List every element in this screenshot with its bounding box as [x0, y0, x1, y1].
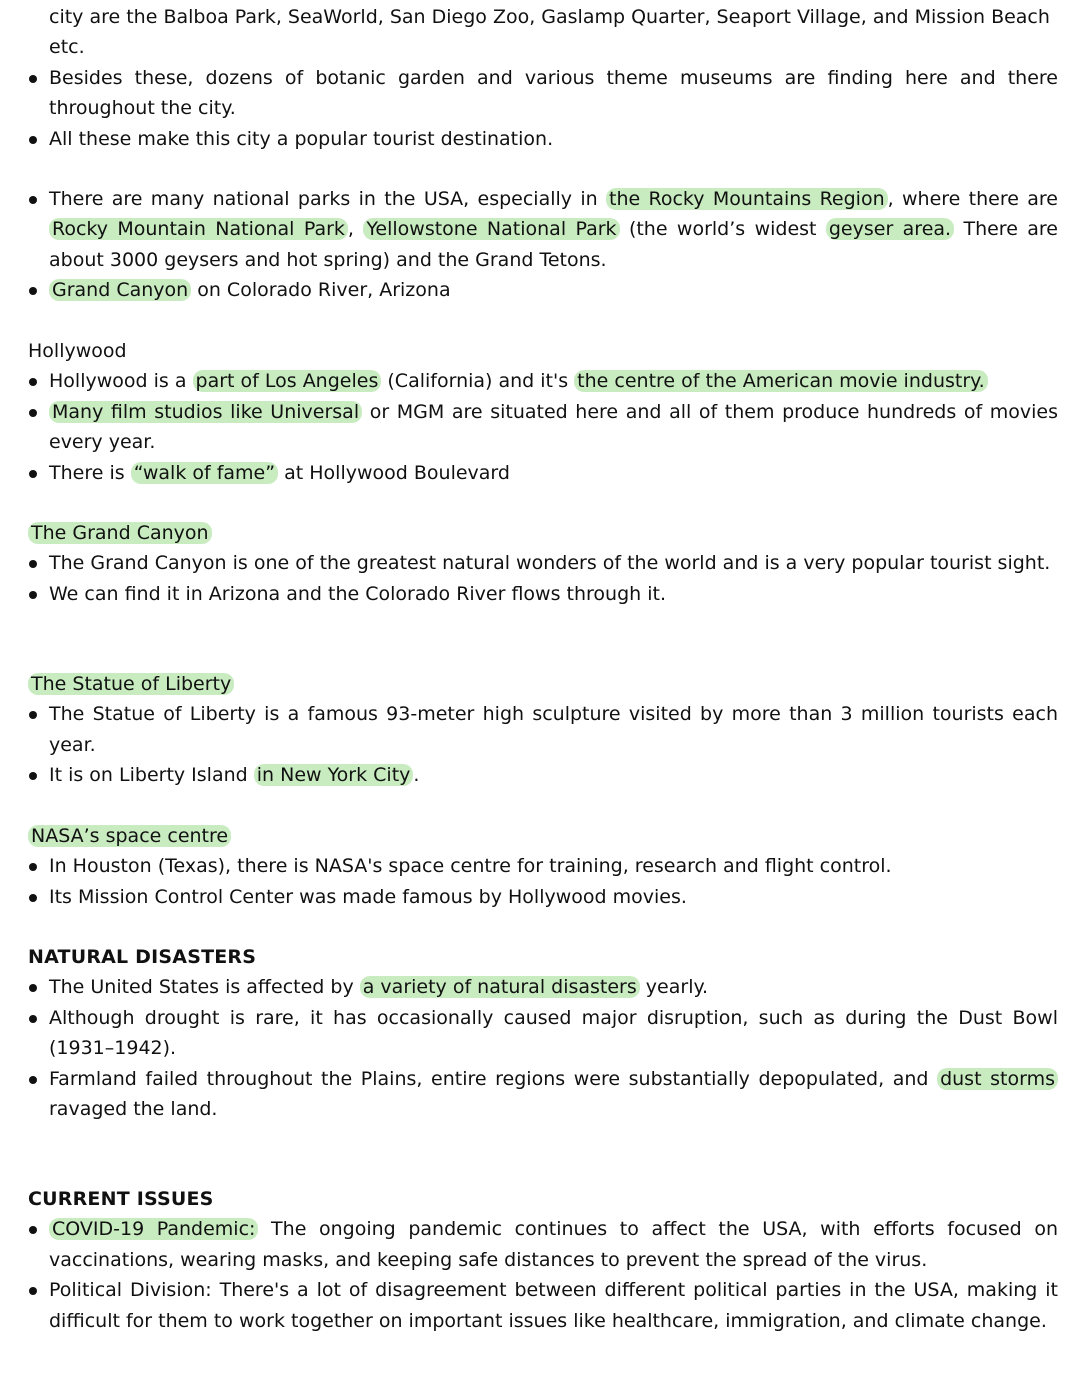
text-span: There is: [49, 461, 131, 484]
grand-canyon-heading: [28, 518, 1058, 548]
highlight-movie-industry: the centre of the American movie industry.: [574, 370, 988, 392]
hollywood-section: [28, 336, 1058, 488]
hollywood-bullets: [28, 366, 1058, 488]
list-item: [28, 1064, 1058, 1125]
list-item: [28, 972, 1058, 1002]
list-item: In Houston (Texas), there is NASA's space centre for training, research and flight control.: [28, 851, 1058, 881]
nasa-section: [28, 821, 1058, 912]
text-span: There are many national parks in the USA, especially in: [49, 188, 606, 210]
text-span: , where there are: [887, 188, 1058, 210]
disasters-bullets: [28, 972, 1058, 1124]
text-span: Hollywood is a: [49, 370, 193, 393]
highlight-walk-of-fame: “walk of fame”: [131, 462, 278, 484]
list-item: Political Division: There's a lot of disagreement between different political parties in the USA, making it difficult for them to work together on important issues like healthcare, immigration, and climate change.: [28, 1275, 1058, 1336]
text-span: There are about 3000 geysers and hot spring) and the Grand Tetons.: [49, 218, 1058, 271]
issues-section: [28, 1184, 1058, 1336]
text-span: .: [413, 764, 420, 787]
text-span: (California) and it's: [381, 370, 575, 393]
highlight-covid: COVID-19 Pandemic:: [49, 1218, 258, 1240]
list-item: We can find it in Arizona and the Colorado River flows through it.: [28, 579, 1058, 609]
intro-bullets: [28, 63, 1058, 154]
nasa-bullets: [28, 851, 1058, 912]
parks-bullets: [28, 184, 1058, 306]
text-span: ravaged the land.: [49, 1098, 218, 1121]
highlight-rocky-mountain-national-park: Rocky Mountain National Park: [49, 218, 348, 240]
highlight-heading: The Grand Canyon: [28, 522, 212, 544]
list-item: [28, 760, 1058, 790]
disasters-section: [28, 942, 1058, 1124]
list-item: [28, 184, 1058, 275]
liberty-section: [28, 669, 1058, 791]
list-item: All these make this city a popular tourist destination.: [28, 124, 1058, 154]
text-span: ,: [347, 218, 364, 241]
list-item: [28, 458, 1058, 488]
highlight-new-york-city: in New York City: [254, 764, 414, 786]
highlight-yellowstone: Yellowstone National Park: [363, 218, 619, 240]
text-span: on Colorado River, Arizona: [191, 279, 451, 302]
nasa-heading: [28, 821, 1058, 851]
hollywood-heading: Hollywood: [28, 340, 127, 362]
list-item: The Grand Canyon is one of the greatest natural wonders of the world and is a very popular tourist sight.: [28, 548, 1058, 578]
highlight-heading: The Statue of Liberty: [28, 673, 234, 695]
text-span: Farmland failed throughout the Plains, entire regions were substantially depopulated, and: [49, 1067, 938, 1090]
text-span: The ongoing pandemic continues to affect the USA, with efforts focused on vaccinations, wearing masks, and keeping safe distances to prevent the spread of the virus.: [49, 1218, 1058, 1271]
highlight-natural-disasters: a variety of natural disasters: [360, 976, 640, 998]
list-item: [28, 275, 1058, 305]
grand-canyon-bullets: [28, 548, 1058, 609]
highlight-geyser-area: geyser area.: [826, 218, 954, 240]
text-span: yearly.: [639, 976, 709, 999]
list-item: Besides these, dozens of botanic garden and various theme museums are finding here and there throughout the city.: [28, 63, 1058, 124]
highlight-heading: NASA’s space centre: [28, 825, 231, 847]
intro-section: [28, 2, 1058, 154]
disasters-heading: NATURAL DISASTERS: [28, 946, 257, 968]
list-item: Although drought is rare, it has occasionally caused major disruption, such as during the Dust Bowl (1931–1942).: [28, 1003, 1058, 1064]
text-span: or MGM are situated here and all of them produce hundreds of movies every year.: [49, 400, 1058, 454]
grand-canyon-section: [28, 518, 1058, 609]
list-item: [28, 366, 1058, 396]
parks-section: [28, 184, 1058, 306]
list-item: Its Mission Control Center was made famous by Hollywood movies.: [28, 882, 1058, 912]
text-span: at Hollywood Boulevard: [278, 461, 510, 484]
text-span: It is on Liberty Island: [49, 764, 254, 787]
highlight-rocky-mountains-region: the Rocky Mountains Region: [606, 188, 888, 210]
highlight-grand-canyon: Grand Canyon: [49, 279, 191, 301]
highlight-part-of-la: part of Los Angeles: [193, 370, 382, 392]
list-item: [28, 397, 1058, 458]
highlight-film-studios: Many film studios like Universal: [49, 401, 362, 423]
list-item: The Statue of Liberty is a famous 93-meter high sculpture visited by more than 3 million tourists each year.: [28, 699, 1058, 760]
intro-continuation: city are the Balboa Park, SeaWorld, San Diego Zoo, Gaslamp Quarter, Seaport Village, and Mission Beach etc.: [49, 6, 1056, 59]
text-span: The United States is affected by: [49, 976, 360, 999]
issues-bullets: [28, 1214, 1058, 1336]
text-span: (the world’s widest: [619, 218, 826, 241]
issues-heading: CURRENT ISSUES: [28, 1188, 214, 1210]
liberty-bullets: [28, 699, 1058, 790]
liberty-heading: [28, 669, 1058, 699]
highlight-dust-storms: dust storms: [937, 1068, 1058, 1090]
list-item: [28, 1214, 1058, 1275]
